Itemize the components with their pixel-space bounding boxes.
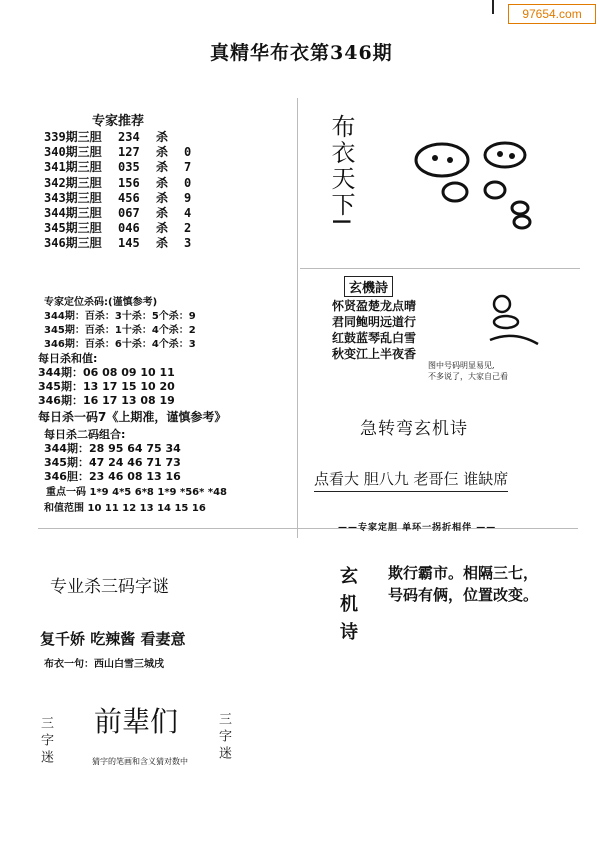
divider-mid: [38, 528, 578, 529]
expert-kill: 杀: [156, 221, 169, 236]
sum-kill-heading: 每日杀和值:: [38, 352, 98, 365]
expert-nums: 067: [118, 206, 140, 221]
expert-period: 345期三胆: [44, 221, 102, 236]
focus-line: 重点一码 1*9 4*5 6*8 1*9 *56* *48: [46, 487, 227, 498]
expert-killnum: 4: [184, 206, 192, 221]
expert-period: 341期三胆: [44, 160, 102, 175]
expert-killnum: 3: [184, 236, 192, 251]
buyi-line: 布衣一句：西山白雪三城戌: [44, 659, 164, 670]
two-kill-heading: 每日杀二码组合:: [44, 428, 126, 441]
figure-ellipse: [443, 183, 467, 201]
expert-row: [44, 176, 198, 191]
poem-note-line: 图中号码明显易见,: [428, 361, 495, 370]
expert-row: [44, 236, 198, 251]
xuanji-block: [388, 562, 538, 606]
figure-ellipse: [514, 216, 530, 228]
figure-curve: [490, 336, 538, 344]
expert-nums: 046: [118, 221, 140, 236]
figure-ellipse: [485, 143, 525, 167]
expert-period: 344期三胆: [44, 206, 102, 221]
sum-kill-line: 346期：16 17 13 08 19: [38, 394, 175, 407]
expert-nums: 035: [118, 160, 140, 175]
expert-period: 339期三胆: [44, 130, 102, 144]
expert-heading: 专家推荐: [92, 114, 145, 129]
riddle-side-left: 三字迷: [38, 716, 53, 767]
poem-line: 红鼓蓝琴乱白雪: [332, 331, 417, 345]
figure-dot: [509, 153, 515, 159]
sum-kill-line: 344期：06 08 09 10 11: [38, 366, 175, 379]
watermark: 97654.com: [508, 4, 596, 24]
expert-single: ——专家定胆 单环一拐折相伴 ——: [338, 523, 497, 533]
page-title: 真精华布衣第346期: [210, 42, 393, 64]
expert-nums: 156: [118, 175, 140, 190]
expert-period: 343期三胆: [44, 190, 102, 205]
expert-killnum: 7: [184, 160, 192, 175]
expert-killnum: 2: [184, 221, 192, 236]
expert-table: [44, 130, 198, 252]
position-kill-line: 346期：百杀：6十杀：4个杀：3: [44, 339, 196, 350]
buyi-vertical: 布衣天下I: [327, 114, 355, 228]
riddle-note: 猜字的笔画和含义猜对数中: [92, 757, 188, 766]
expert-row: [44, 206, 198, 221]
poem-line: 秋变江上半夜香: [332, 347, 417, 361]
poem-heading: 玄機詩: [344, 276, 393, 297]
poem-line: 君同鲍明远道行: [332, 315, 417, 329]
expert-row: [44, 160, 198, 175]
expert-period: 342期三胆: [44, 175, 102, 190]
expert-kill: 杀: [156, 175, 169, 190]
xuanji-vertical: 玄机诗: [337, 566, 358, 650]
figure-ellipse: [494, 316, 518, 328]
expert-nums: 456: [118, 190, 140, 205]
position-kill-line: 344期：百杀：3十杀：5个杀：9: [44, 311, 196, 322]
urgent-heading: 急转弯玄机诗: [360, 419, 468, 439]
sum-kill-block: [38, 352, 175, 408]
figure-dot: [447, 157, 453, 163]
sum-range: 和值范围 10 11 12 13 14 15 16: [44, 503, 206, 514]
expert-kill: 杀: [156, 236, 169, 251]
figure-circle: [494, 296, 510, 312]
expert-row: [44, 191, 198, 206]
divider-right-1: [300, 268, 580, 269]
center-divider: [297, 98, 298, 538]
sum-kill-line: 345期：13 17 15 10 20: [38, 380, 175, 393]
expert-nums: 145: [118, 236, 140, 251]
two-kill-line: 345期：47 24 46 71 73: [44, 456, 181, 469]
figure-dot: [497, 151, 503, 157]
position-kill-line: 345期：百杀：1十杀：4个杀：2: [44, 325, 196, 336]
riddle-side-right: 三字迷: [216, 712, 231, 763]
urgent-line: 点看大 胆八九 老哥仨 谁缺席: [314, 468, 508, 492]
xuanji-line: 号码有俩，位置改变。: [388, 586, 539, 604]
expert-period: 346期三胆: [44, 236, 102, 251]
expert-nums: 127: [118, 145, 140, 160]
expert-killnum: 0: [184, 175, 192, 190]
riddle-big-word: 前辈们: [94, 705, 179, 738]
expert-row: [44, 145, 198, 160]
expert-kill: 杀: [156, 160, 169, 175]
expert-killnum: 0: [184, 145, 192, 160]
expert-period: 340期三胆: [44, 145, 102, 160]
two-kill-line: 346胆：23 46 08 13 16: [44, 470, 181, 483]
two-kill-block: [44, 428, 181, 484]
expert-killnum: 9: [184, 190, 192, 205]
expert-kill: 杀: [156, 145, 169, 160]
figure-ellipse: [485, 182, 505, 198]
position-kill-block: [44, 296, 196, 352]
expert-kill: 杀: [156, 130, 169, 144]
poem-figure: [486, 290, 542, 356]
riddle-phrase: 复千娇 吃辣酱 看妻意: [40, 630, 186, 648]
figure-ellipse: [512, 202, 528, 214]
riddle-heading: 专业杀三码字谜: [50, 577, 169, 597]
xuanji-line: 欺行霸市。相隔三七，: [388, 564, 539, 582]
corner-mark: [492, 0, 494, 14]
figure-ellipse: [416, 144, 468, 176]
poem-note-line: 不多说了，大家自己看: [428, 372, 508, 381]
two-kill-line: 344期：28 95 64 75 34: [44, 442, 181, 455]
number-figure: [400, 130, 560, 240]
position-kill-heading: 专家定位杀码:(谨慎参考): [44, 297, 158, 308]
one-kill: 每日杀一码7《上期准，谨慎参考》: [38, 410, 227, 424]
poem-block: [332, 298, 416, 362]
expert-kill: 杀: [156, 190, 169, 205]
figure-dot: [432, 155, 438, 161]
expert-kill: 杀: [156, 206, 169, 221]
expert-nums: 234: [118, 130, 140, 144]
poem-line: 怀贤盈楚龙点晴: [332, 299, 417, 313]
expert-row: [44, 130, 198, 145]
expert-row: [44, 221, 198, 236]
poem-note: [428, 360, 508, 382]
